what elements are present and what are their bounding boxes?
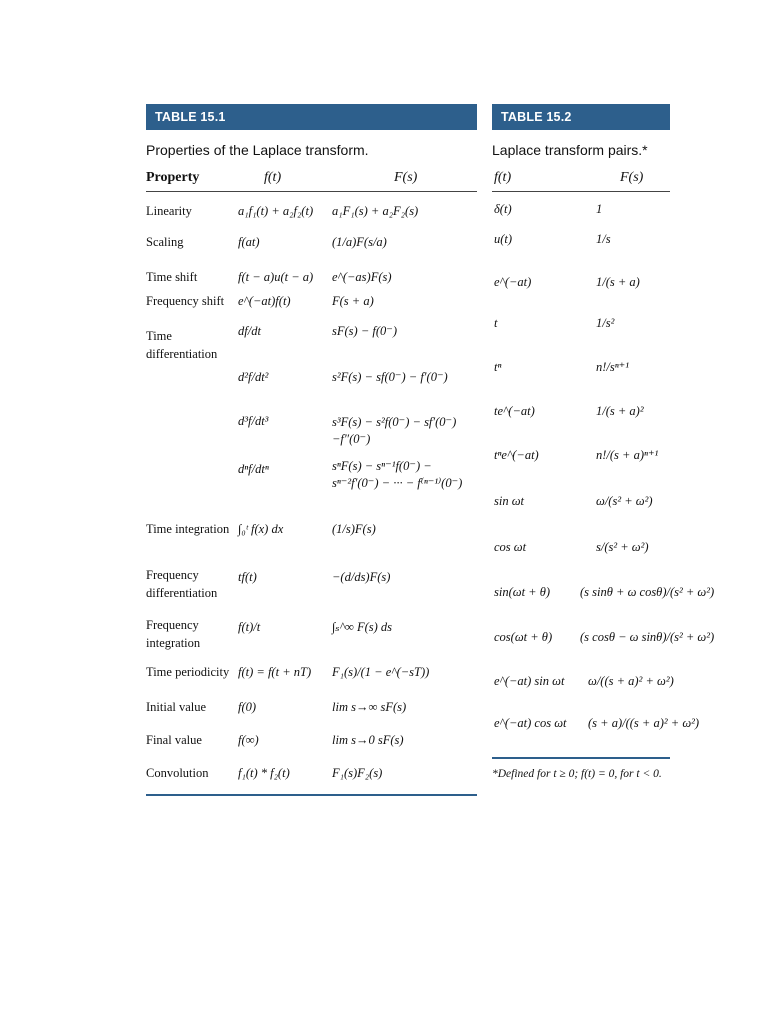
row-fs: s²F(s) − sf(0⁻) − f′(0⁻) <box>332 370 448 384</box>
pair-fs: (s + a)/((s + a)² + ω²) <box>588 716 700 730</box>
row-fs: s³F(s) − s²f(0⁻) − sf′(0⁻) −f″(0⁻) <box>332 415 457 446</box>
row-property: Convolution <box>146 766 209 780</box>
pair-ft: te^(−at) <box>494 404 535 418</box>
header-ft: f(t) <box>264 170 282 185</box>
row-property: Frequency differentiation <box>146 568 218 600</box>
pair-fs: n!/sⁿ⁺¹ <box>596 360 630 374</box>
pair-ft: e^(−at) <box>494 275 532 289</box>
pair-ft: cos ωt <box>494 540 527 554</box>
pair-ft: u(t) <box>494 232 513 246</box>
row-ft: f₁(t) * f₂(t) <box>238 766 290 780</box>
table-15-2 <box>492 104 715 780</box>
row-ft: f(t) = f(t + nT) <box>238 665 312 679</box>
row-property: Scaling <box>146 235 184 249</box>
table-15-1-bottom-rule <box>146 794 477 796</box>
table-15-1-header <box>146 167 477 192</box>
pair-fs: 1 <box>596 202 603 216</box>
row-ft: a₁f₁(t) + a₂f₂(t) <box>238 204 314 218</box>
row-fs: F₁(s)/(1 − e^(−sT)) <box>332 665 430 679</box>
row-ft: f(0) <box>238 700 257 714</box>
row-fs: (1/s)F(s) <box>332 522 376 536</box>
row-fs: lim s→0 sF(s) <box>332 733 404 747</box>
table-15-2-header <box>492 167 670 192</box>
row-ft: tf(t) <box>238 570 257 584</box>
row-ft: f(∞) <box>238 733 259 747</box>
pair-fs: s/(s² + ω²) <box>596 540 649 554</box>
pair-fs: n!/(s + a)ⁿ⁺¹ <box>596 448 659 462</box>
row-fs: −(d/ds)F(s) <box>332 570 391 584</box>
pair-fs: 1/s <box>596 232 611 246</box>
pair-fs: (s sinθ + ω cosθ)/(s² + ω²) <box>580 585 715 599</box>
row-ft: f(at) <box>238 235 260 249</box>
pair-fs: 1/(s + a)² <box>596 404 644 418</box>
pair-ft: sin(ωt + θ) <box>494 585 551 599</box>
row-ft: dⁿf/dtⁿ <box>238 462 269 476</box>
row-property: Time differentiation <box>146 329 218 361</box>
row-property: Initial value <box>146 700 207 714</box>
pair-fs: 1/(s + a) <box>596 275 640 289</box>
row-fs: sⁿF(s) − sⁿ⁻¹f(0⁻) − sⁿ⁻²f′(0⁻) − ··· − f⁽ⁿ⁻¹⁾(0⁻) <box>332 459 463 490</box>
header-fs: F(s) <box>620 170 644 185</box>
row-fs: F(s + a) <box>332 294 374 308</box>
pair-ft: tⁿe^(−at) <box>494 448 539 462</box>
pair-ft: e^(−at) sin ωt <box>494 674 565 688</box>
row-ft: e^(−at)f(t) <box>238 294 291 308</box>
row-fs: lim s→∞ sF(s) <box>332 700 407 714</box>
table-15-2-bottom-rule <box>492 757 670 759</box>
pair-ft: δ(t) <box>494 202 512 216</box>
pair-fs: ω/((s + a)² + ω²) <box>588 674 674 688</box>
row-fs: ∫ₛ^∞ F(s) ds <box>332 620 393 634</box>
row-ft: df/dt <box>238 324 261 338</box>
row-ft: f(t)/t <box>238 620 261 634</box>
row-property: Final value <box>146 733 202 747</box>
row-ft: ∫₀ᵗ f(x) dx <box>238 522 284 536</box>
table-15-1-caption: Properties of the Laplace transform. <box>146 142 369 158</box>
row-fs: sF(s) − f(0⁻) <box>332 324 398 338</box>
table-15-2-label: TABLE 15.2 <box>492 104 670 130</box>
row-property: Time periodicity <box>146 665 230 679</box>
row-ft: d²f/dt² <box>238 370 269 384</box>
row-property: Time integration <box>146 522 230 536</box>
table-15-2-footnote: *Defined for t ≥ 0; f(t) = 0, for t < 0. <box>492 768 662 780</box>
pair-ft: sin ωt <box>494 494 525 508</box>
pair-fs: ω/(s² + ω²) <box>596 494 653 508</box>
row-property: Frequency shift <box>146 294 225 308</box>
table-15-2-caption: Laplace transform pairs.* <box>492 142 648 158</box>
row-ft: f(t − a)u(t − a) <box>238 270 314 284</box>
pair-fs: 1/s² <box>596 316 615 330</box>
header-property: Property <box>146 170 200 185</box>
header-fs: F(s) <box>394 170 418 185</box>
pair-ft: t <box>494 316 498 330</box>
pair-ft: tⁿ <box>494 360 502 374</box>
row-property: Time shift <box>146 270 198 284</box>
row-ft: d³f/dt³ <box>238 414 269 428</box>
row-fs: F₁(s)F₂(s) <box>332 766 383 780</box>
pair-ft: e^(−at) cos ωt <box>494 716 567 730</box>
pair-ft: cos(ωt + θ) <box>494 630 553 644</box>
row-fs: a₁F₁(s) + a₂F₂(s) <box>332 204 419 218</box>
row-fs: (1/a)F(s/a) <box>332 235 387 249</box>
table-15-1-label: TABLE 15.1 <box>146 104 477 130</box>
row-property: Frequency integration <box>146 618 201 650</box>
row-property: Linearity <box>146 204 192 218</box>
row-fs: e^(−as)F(s) <box>332 270 392 284</box>
pair-fs: (s cosθ − ω sinθ)/(s² + ω²) <box>580 630 715 644</box>
header-ft: f(t) <box>494 170 512 185</box>
table-15-1 <box>146 104 477 780</box>
